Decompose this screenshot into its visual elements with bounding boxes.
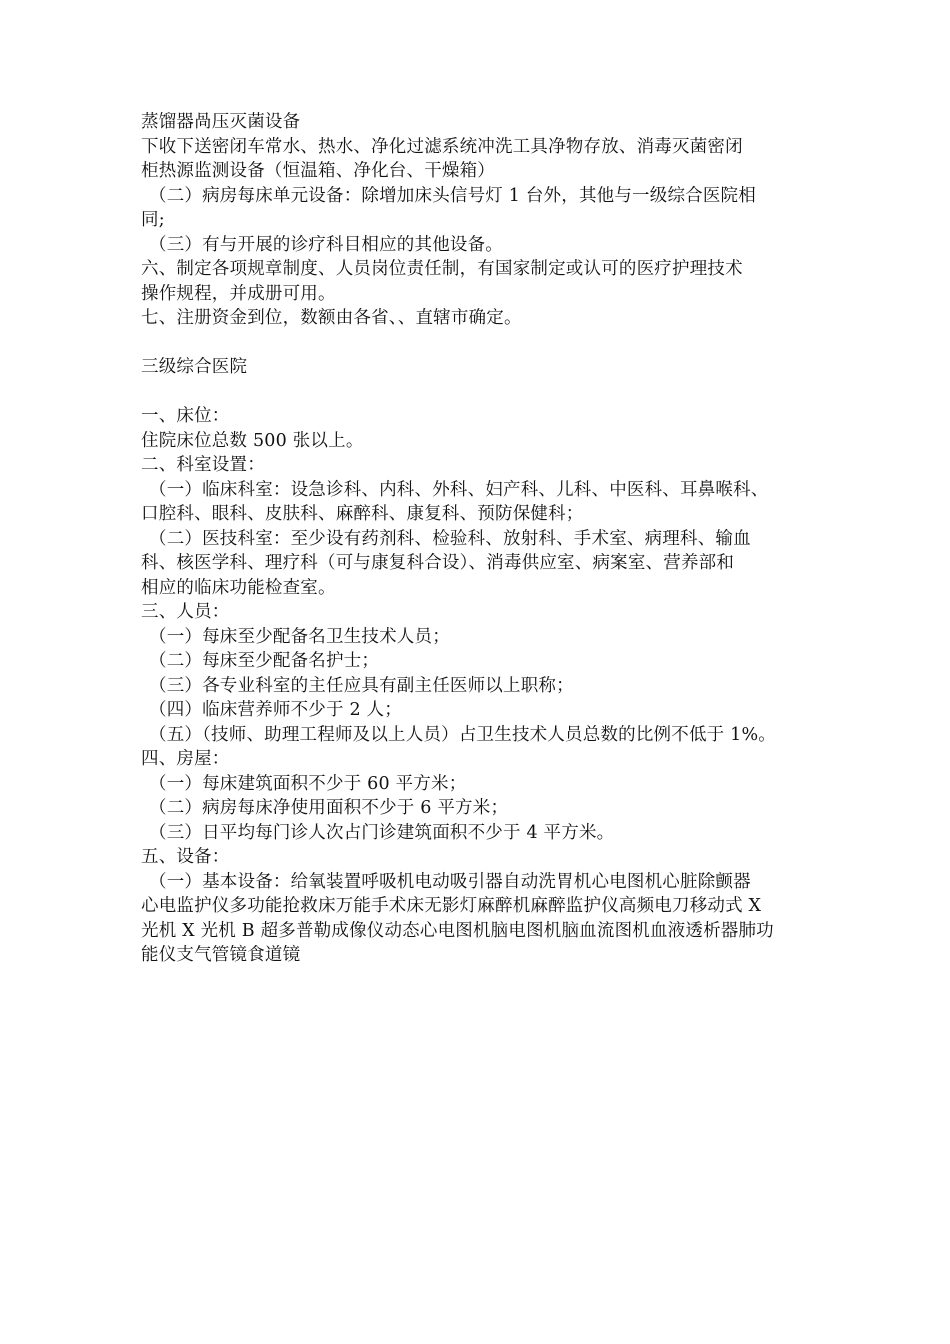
clinical-departments-line-1: （一）临床科室：设急诊科、内科、外科、妇产科、儿科、中医科、耳鼻喉科、 bbox=[149, 479, 769, 500]
basic-equipment-line-1: （一）基本设备：给氧装置呼吸机电动吸引器自动洗胃机心电图机心脏除颤器 bbox=[149, 871, 751, 892]
medical-tech-line-1: （二）医技科室：至少设有药剂科、检验科、放射科、手术室、病理科、输血 bbox=[149, 528, 751, 549]
other-equipment-line: （三）有与开展的诊疗科目相应的其他设备。 bbox=[149, 234, 503, 255]
equipment-line-1: 蒸馏器咼压灭菌设备 bbox=[141, 112, 301, 132]
staff-item-1: （一）每床至少配备名卫生技术人员； bbox=[149, 626, 450, 647]
ward-equipment-line-1: （二）病房每床单元设备：除增加床头信号灯 1 台外，其他与一级综合医院相 bbox=[149, 185, 756, 206]
ward-equipment-line-2: 同; bbox=[141, 210, 165, 230]
paragraph-gap bbox=[141, 380, 841, 405]
beds-text: 住院床位总数 500 张以上。 bbox=[141, 430, 364, 451]
medical-tech-line-2: 科、核医学科、理疗科（可与康复科合设）、消毒供应室、病案室、营养部和 bbox=[141, 553, 735, 573]
staff-item-2: （二）每床至少配备名护士； bbox=[149, 651, 380, 671]
building-item-2: （二）病房每床净使用面积不少于 6 平方米； bbox=[149, 798, 509, 818]
staff-item-4: （四）临床营养师不少于 2 人； bbox=[149, 700, 402, 720]
basic-equipment-line-2: 心电监护仪多功能抢救床万能手术床无影灯麻醉机麻醉监护仪高频电刀移动式 X bbox=[141, 896, 762, 916]
section-six-line-2: 操作规程，并成册可用。 bbox=[141, 283, 336, 304]
equipment-line-2: 下收下送密闭车常水、热水、净化过滤系统冲洗工具净物存放、消毒灭菌密闭 bbox=[141, 136, 743, 157]
staff-item-5: （五）（技师、助理工程师及以上人员）占卫生技术人员总数的比例不低于 1%。 bbox=[149, 724, 776, 745]
section-six-line-1: 六、制定各项规章制度、人员岗位责任制，有国家制定或认可的医疗护理技术 bbox=[141, 259, 743, 279]
equipment-line-3: 柜热源监测设备（恒温箱、净化台、干燥箱） bbox=[141, 161, 495, 181]
paragraph-gap bbox=[141, 331, 841, 356]
departments-heading: 二、科室设置： bbox=[141, 455, 265, 475]
building-item-1: （一）每床建筑面积不少于 60 平方米； bbox=[149, 773, 467, 794]
basic-equipment-line-4: 能仪支气管镜食道镜 bbox=[141, 945, 301, 965]
staff-item-3: （三）各专业科室的主任应具有副主任医师以上职称； bbox=[149, 675, 574, 696]
staff-heading: 三、人员： bbox=[141, 602, 230, 622]
basic-equipment-line-3: 光机 X 光机 B 超多普勒成像仪动态心电图机脑电图机脑血流图机血液透析器肺功 bbox=[141, 920, 774, 941]
clinical-departments-line-2: 口腔科、眼科、皮肤科、麻醉科、康复科、预防保健科； bbox=[141, 504, 584, 524]
beds-heading: 一、床位： bbox=[141, 406, 230, 426]
medical-tech-line-3: 相应的临床功能检查室。 bbox=[141, 577, 336, 598]
document-body bbox=[141, 110, 841, 968]
building-item-3: （三）日平均每门诊人次占门诊建筑面积不少于 4 平方米。 bbox=[149, 822, 615, 843]
building-heading: 四、房屋： bbox=[141, 749, 230, 769]
section-seven-line: 七、注册资金到位，数额由各省、、直辖市确定。 bbox=[141, 308, 522, 328]
equipment-heading: 五、设备： bbox=[141, 847, 230, 867]
section-heading: 三级综合医院 bbox=[141, 357, 248, 377]
